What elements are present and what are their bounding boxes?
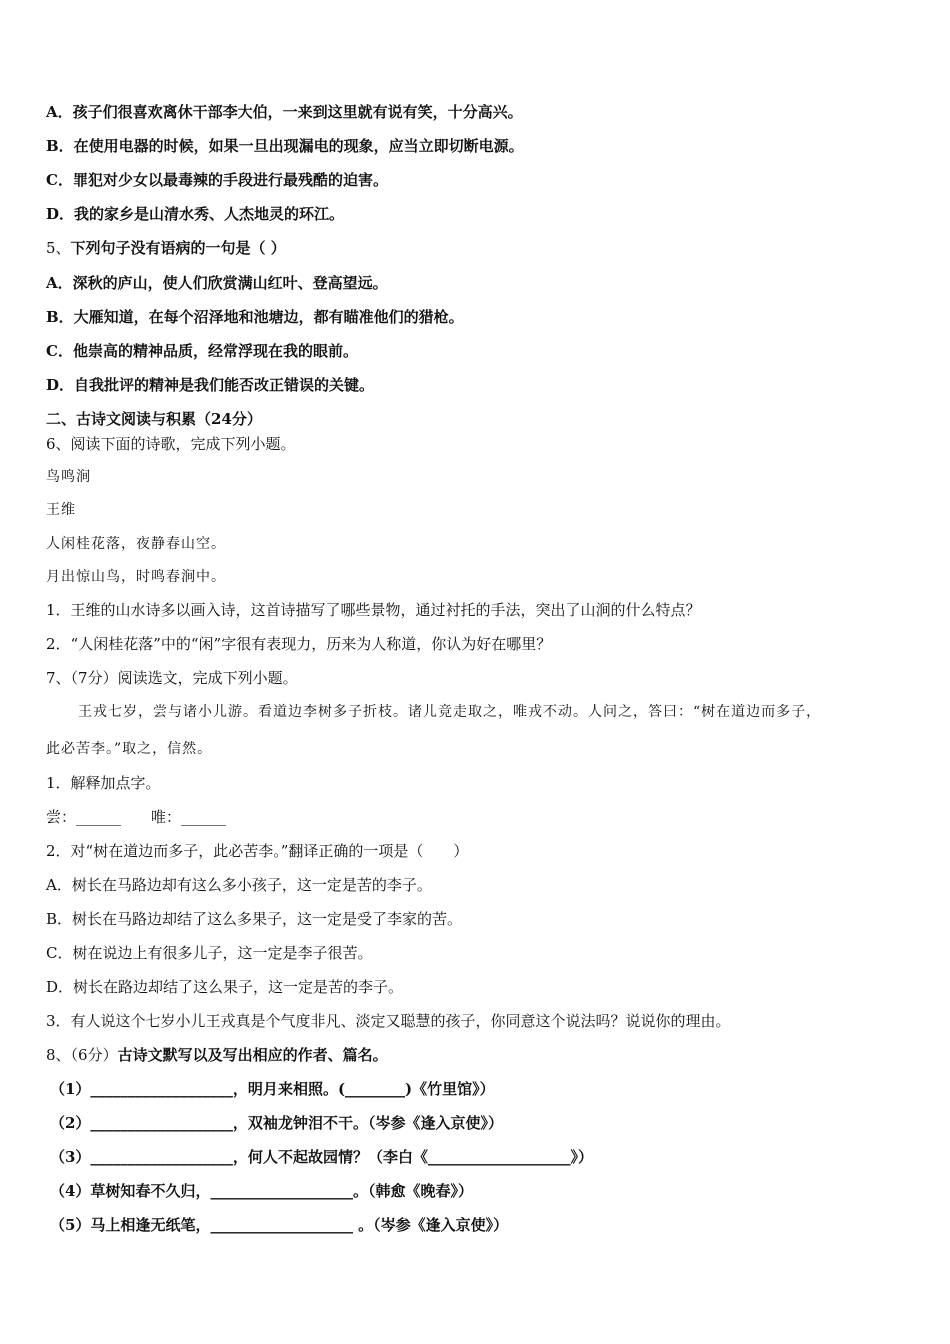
option-b: B．在使用电器的时候，如果一旦出现漏电的现象，应当立即切断电源。 bbox=[46, 137, 524, 155]
passage-text: 此必苦李。”取之，信然。 bbox=[46, 741, 213, 757]
question-text: 古诗文默写以及写出相应的作者、篇名。 bbox=[117, 1046, 388, 1064]
sub-question: 1．解释加点字。 bbox=[46, 774, 161, 792]
fill-blank-1: （1）___________________，明月来相照。(________)《竹里馆》） bbox=[50, 1080, 495, 1098]
option-d: D．自我批评的精神是我们能否改正错误的关键。 bbox=[46, 376, 375, 394]
answer-blanks: 尝：______ 唯：______ bbox=[46, 808, 227, 826]
fill-blank-4: （4）草树知春不久归，___________________。（韩愈《晚春》） bbox=[50, 1182, 473, 1200]
option-d: D．树长在路边却结了这么果子，这一定是苦的李子。 bbox=[46, 978, 404, 996]
section-heading: 二、古诗文阅读与积累（24分） bbox=[46, 410, 262, 428]
poem-line: 月出惊山鸟，时鸣春涧中。 bbox=[46, 569, 226, 585]
sub-question: 3．有人说这个七岁小儿王戎真是个气度非凡、淡定又聪慧的孩子，你同意这个说法吗？说说你的理由。 bbox=[46, 1012, 731, 1030]
option-d: D．我的家乡是山清水秀、人杰地灵的环江。 bbox=[46, 205, 345, 223]
poem-title: 鸟鸣涧 bbox=[46, 469, 91, 485]
poem-line: 人闲桂花落，夜静春山空。 bbox=[46, 536, 226, 552]
question-6: 6、阅读下面的诗歌，完成下列小题。 bbox=[46, 435, 296, 453]
passage-text: 王戎七岁，尝与诸小儿游。看道边李树多子折枝。诸儿竞走取之，唯戎不动。人问之，答曰：“树在道边而多子， bbox=[78, 704, 822, 720]
question-5 bbox=[46, 238, 286, 258]
fill-blank-2: （2）___________________，双袖龙钟泪不干。（岑参《逢入京使》） bbox=[50, 1114, 503, 1132]
option-b: B．树长在马路边却结了这么多果子，这一定是受了李家的苦。 bbox=[46, 910, 463, 928]
option-b: B．大雁知道，在每个沼泽地和池塘边，都有瞄准他们的猎枪。 bbox=[46, 308, 464, 326]
option-a: A．孩子们很喜欢离休干部李大伯，一来到这里就有说有笑，十分高兴。 bbox=[46, 103, 523, 121]
option-a: A．树长在马路边却有这么多小孩子，这一定是苦的李子。 bbox=[46, 876, 432, 894]
question-7: 7、（7分）阅读选文，完成下列小题。 bbox=[46, 669, 298, 687]
option-c: C．他崇高的精神品质，经常浮现在我的眼前。 bbox=[46, 342, 358, 360]
sub-question: 2．对“树在道边而多子，此必苦李。”翻译正确的一项是（ ） bbox=[46, 842, 469, 860]
question-8 bbox=[46, 1045, 388, 1065]
poem-author: 王维 bbox=[46, 502, 76, 518]
fill-blank-3: （3）___________________，何人不起故园情？（李白《___________________》） bbox=[50, 1148, 593, 1166]
fill-blank-5: （5）马上相逢无纸笔，___________________ 。（岑参《逢入京使》） bbox=[50, 1216, 509, 1234]
sub-question: 1．王维的山水诗多以画入诗，这首诗描写了哪些景物，通过衬托的手法，突出了山涧的什么特点？ bbox=[46, 601, 701, 619]
question-number: 8、（6分） bbox=[46, 1046, 118, 1064]
option-c: C．罪犯对少女以最毒辣的手段进行最残酷的迫害。 bbox=[46, 171, 388, 189]
question-number: 5、 bbox=[46, 239, 71, 257]
option-c: C．树在说边上有很多儿子，这一定是李子很苦。 bbox=[46, 944, 373, 962]
option-a: A．深秋的庐山，使人们欣赏满山红叶、登高望远。 bbox=[46, 274, 388, 292]
question-text: 下列句子没有语病的一句是（ ） bbox=[70, 239, 286, 257]
sub-question: 2．“人闲桂花落”中的“闲”字很有表现力，历来为人称道，你认为好在哪里？ bbox=[46, 635, 552, 653]
